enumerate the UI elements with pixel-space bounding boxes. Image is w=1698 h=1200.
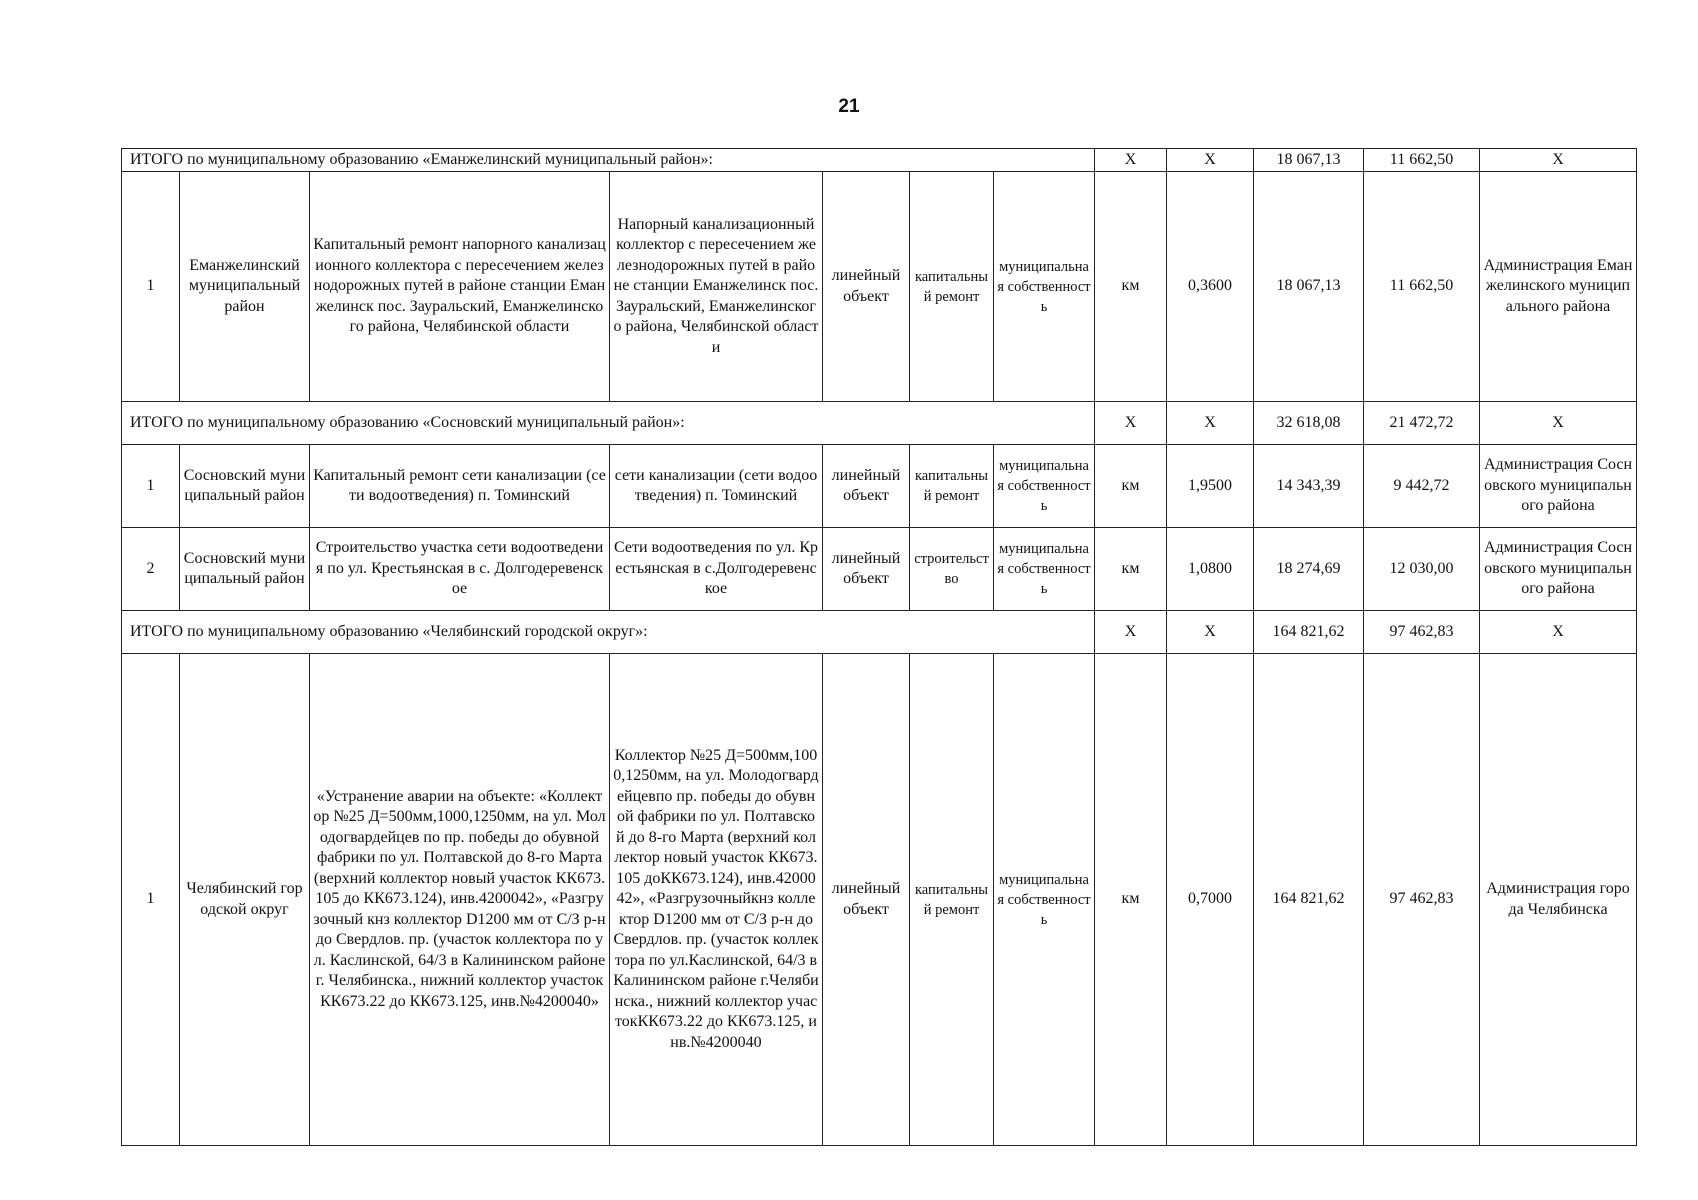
total-x-cell: Х bbox=[1095, 402, 1167, 445]
work-type-cell: капитальный ремонт bbox=[910, 654, 994, 1146]
sum-total-cell: 14 343,39 bbox=[1254, 445, 1364, 528]
object-type-cell: линейный объект bbox=[823, 528, 910, 611]
total-x-cell: Х bbox=[1480, 611, 1637, 654]
row-number: 2 bbox=[122, 528, 180, 611]
sum-fund-cell: 11 662,50 bbox=[1364, 172, 1480, 402]
work-name-cell: Строительство участка сети водоотведения по ул. Крестьянская в с. Долгодеревенское bbox=[310, 528, 610, 611]
total-label: ИТОГО по муниципальному образованию «Еманжелинский муниципальный район»: bbox=[122, 149, 1095, 172]
sum-fund-cell: 97 462,83 bbox=[1364, 654, 1480, 1146]
total-row bbox=[122, 402, 1637, 445]
total-x-cell: Х bbox=[1480, 402, 1637, 445]
total-sum-cell: 32 618,08 bbox=[1254, 402, 1364, 445]
total-x-cell: Х bbox=[1167, 402, 1254, 445]
work-type-cell: капитальный ремонт bbox=[910, 445, 994, 528]
total-fund-cell: 21 472,72 bbox=[1364, 402, 1480, 445]
total-label: ИТОГО по муниципальному образованию «Челябинский городской округ»: bbox=[122, 611, 1095, 654]
row-number: 1 bbox=[122, 445, 180, 528]
sum-fund-cell: 9 442,72 bbox=[1364, 445, 1480, 528]
object-name-cell: Коллектор №25 Д=500мм,1000,1250мм, на ул. Молодогвардейцевпо пр. победы до обувной фабрики по ул. Полтавской до 8-го Марта (верхний коллектор новый участок КК673.105 доКК673.124), инв.4200042», «Разгрузочныйкнз коллектор D1200 мм от С/З р-н до Свердлов. пр. (участок коллектора по ул.Каслинской, 64/3 в Калининском районе г.Челябинска., нижний коллектор участокКК673.22 до КК673.125, инв.№4200040 bbox=[610, 654, 823, 1146]
work-type-cell: строительство bbox=[910, 528, 994, 611]
municipality-cell: Сосновский муниципальный район bbox=[180, 528, 310, 611]
unit-cell: км bbox=[1095, 654, 1167, 1146]
total-fund-cell: 11 662,50 bbox=[1364, 149, 1480, 172]
object-type-cell: линейный объект bbox=[823, 172, 910, 402]
total-x-cell: Х bbox=[1095, 149, 1167, 172]
length-cell: 1,0800 bbox=[1167, 528, 1254, 611]
total-x-cell: Х bbox=[1167, 611, 1254, 654]
object-name-cell: Напорный канализационный коллектор с пересечением железнодорожных путей в районе станции Еманжелинск пос. Зауральский, Еманжелинского района, Челябинской области bbox=[610, 172, 823, 402]
municipality-cell: Челябинский городской округ bbox=[180, 654, 310, 1146]
ownership-cell: муниципальная собственность bbox=[994, 654, 1095, 1146]
total-row bbox=[122, 611, 1637, 654]
municipality-cell: Сосновский муниципальный район bbox=[180, 445, 310, 528]
row-number: 1 bbox=[122, 172, 180, 402]
length-cell: 0,3600 bbox=[1167, 172, 1254, 402]
object-name-cell: Сети водоотведения по ул. Крестьянская в с.Долгодеревенское bbox=[610, 528, 823, 611]
unit-cell: км bbox=[1095, 528, 1167, 611]
table-row bbox=[122, 528, 1637, 611]
customer-cell: Администрация Еманжелинского муниципального района bbox=[1480, 172, 1637, 402]
work-type-cell: капитальный ремонт bbox=[910, 172, 994, 402]
ownership-cell: муниципальная собственность bbox=[994, 528, 1095, 611]
total-x-cell: Х bbox=[1095, 611, 1167, 654]
total-label: ИТОГО по муниципальному образованию «Сосновский муниципальный район»: bbox=[122, 402, 1095, 445]
length-cell: 0,7000 bbox=[1167, 654, 1254, 1146]
sum-total-cell: 164 821,62 bbox=[1254, 654, 1364, 1146]
page-number: 21 bbox=[838, 96, 860, 117]
ownership-cell: муниципальная собственность bbox=[994, 172, 1095, 402]
customer-cell: Администрация Сосновского муниципального района bbox=[1480, 445, 1637, 528]
row-number: 1 bbox=[122, 654, 180, 1146]
total-sum-cell: 18 067,13 bbox=[1254, 149, 1364, 172]
total-sum-cell: 164 821,62 bbox=[1254, 611, 1364, 654]
unit-cell: км bbox=[1095, 445, 1167, 528]
unit-cell: км bbox=[1095, 172, 1167, 402]
length-cell: 1,9500 bbox=[1167, 445, 1254, 528]
total-fund-cell: 97 462,83 bbox=[1364, 611, 1480, 654]
objects-table bbox=[121, 148, 1637, 1146]
municipality-cell: Еманжелинский муниципальный район bbox=[180, 172, 310, 402]
object-type-cell: линейный объект bbox=[823, 654, 910, 1146]
sum-total-cell: 18 274,69 bbox=[1254, 528, 1364, 611]
table-row bbox=[122, 445, 1637, 528]
table-row bbox=[122, 172, 1637, 402]
object-name-cell: сети канализации (сети водоотведения) п. Томинский bbox=[610, 445, 823, 528]
customer-cell: Администрация города Челябинска bbox=[1480, 654, 1637, 1146]
total-row bbox=[122, 149, 1637, 172]
object-type-cell: линейный объект bbox=[823, 445, 910, 528]
work-name-cell: Капитальный ремонт напорного канализационного коллектора с пересечением железнодорожных путей в районе станции Еманжелинск пос. Зауральский, Еманжелинского района, Челябинской области bbox=[310, 172, 610, 402]
customer-cell: Администрация Сосновского муниципального района bbox=[1480, 528, 1637, 611]
ownership-cell: муниципальная собственность bbox=[994, 445, 1095, 528]
work-name-cell: «Устранение аварии на объекте: «Коллектор №25 Д=500мм,1000,1250мм, на ул. Молодогвардейцев по пр. победы до обувной фабрики по ул. Полтавской до 8-го Марта (верхний коллектор новый участок КК673.105 до КК673.124), инв.4200042», «Разгрузочный кнз коллектор D1200 мм от С/З р-н до Свердлов. пр. (участок коллектора по ул. Каслинской, 64/3 в Калининском районе г. Челябинска., нижний коллектор участок КК673.22 до КК673.125, инв.№4200040» bbox=[310, 654, 610, 1146]
sum-total-cell: 18 067,13 bbox=[1254, 172, 1364, 402]
table-row bbox=[122, 654, 1637, 1146]
work-name-cell: Капитальный ремонт сети канализации (сети водоотведения) п. Томинский bbox=[310, 445, 610, 528]
sum-fund-cell: 12 030,00 bbox=[1364, 528, 1480, 611]
total-x-cell: Х bbox=[1167, 149, 1254, 172]
total-x-cell: Х bbox=[1480, 149, 1637, 172]
